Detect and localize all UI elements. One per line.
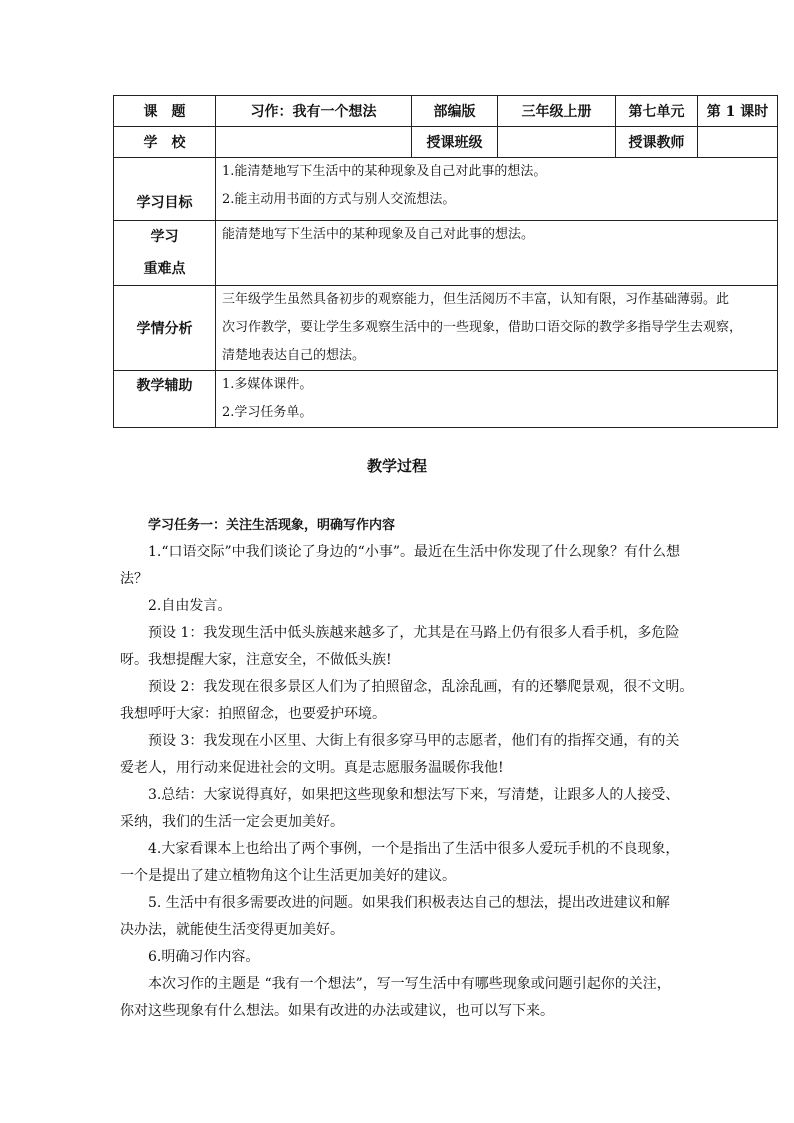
process-content — [120, 512, 694, 1025]
paragraph-line: 本次习作的主题是 “我有一个想法”，写一写生活中有哪些现象或问题引起你的关注， — [148, 976, 671, 992]
table-row — [114, 158, 778, 221]
school-value — [216, 127, 412, 158]
class-label: 授课班级 — [412, 127, 498, 158]
paragraph-line: 法？ — [120, 571, 148, 587]
grade: 三年级上册 — [498, 96, 616, 127]
table-row — [114, 127, 778, 158]
goal-item: 2.能主动用书面的方式与别人交流想法。 — [222, 192, 456, 207]
key-points-label-line2: 重难点 — [143, 261, 186, 277]
paragraph-line: 6.明确习作内容。 — [148, 949, 260, 965]
goals-label: 学习目标 — [114, 158, 216, 221]
process-lines — [120, 539, 694, 1025]
analysis-line: 清楚地表达自己的想法。 — [222, 348, 366, 363]
process-title: 教学过程 — [366, 457, 427, 475]
paragraph-line: 一个是提出了建立植物角这个让生活更加美好的建议。 — [120, 868, 456, 884]
paragraph-line: 2.自由发言。 — [148, 598, 232, 614]
paragraph-line: 爱老人，用行动来促进社会的文明。真是志愿服务温暖你我他! — [120, 760, 504, 776]
goal-item: 1.能清楚地写下生活中的某种现象及自己对此事的想法。 — [222, 164, 547, 179]
table-row — [114, 371, 778, 428]
paragraph-line: 1.“口语交际”中我们谈论了身边的“小事”。最近在生活中你发现了什么现象？有什么想 — [148, 544, 680, 560]
unit: 第七单元 — [616, 96, 698, 127]
paragraph-line: 预设 2：我发现在很多景区人们为了拍照留念，乱涂乱画，有的还攀爬景观，很不文明。 — [148, 679, 694, 695]
goals-cell — [216, 158, 778, 221]
topic-label: 课 题 — [114, 96, 216, 127]
analysis-cell — [216, 286, 778, 371]
task-heading: 学习任务一：关注生活现象，明确写作内容 — [148, 518, 396, 533]
paragraph-line: 4.大家看课本上也给出了两个事例，一个是指出了生活中很多人爱玩手机的不良现象， — [148, 841, 680, 857]
key-points-label — [114, 221, 216, 286]
aid-item: 2.学习任务单。 — [222, 405, 313, 420]
paragraph-line: 预设 1：我发现生活中低头族越来越多了，尤其是在马路上仍有很多人看手机，多危险 — [148, 625, 680, 641]
aids-cell — [216, 371, 778, 428]
paragraph-line: 我想呼吁大家：拍照留念，也要爱护环境。 — [120, 706, 386, 722]
table-row — [114, 221, 778, 286]
teacher-label: 授课教师 — [616, 127, 698, 158]
paragraph-line: 决办法，就能使生活变得更加美好。 — [120, 922, 344, 938]
paragraph-line: 你对这些现象有什么想法。如果有改进的办法或建议，也可以写下来。 — [120, 1003, 554, 1019]
aids-label: 教学辅助 — [114, 371, 216, 428]
paragraph-line: 预设 3：我发现在小区里、大街上有很多穿马甲的志愿者，他们有的指挥交通，有的关 — [148, 733, 680, 749]
lesson-title: 习作：我有一个想法 — [216, 96, 412, 127]
paragraph-line: 呀。我想提醒大家，注意安全，不做低头族! — [120, 652, 392, 668]
paragraph-line: 采纳，我们的生活一定会更加美好。 — [120, 814, 344, 830]
key-points-cell — [216, 221, 778, 286]
lesson-info-table — [113, 95, 778, 428]
period: 第 1 课时 — [698, 96, 778, 127]
class-value — [498, 127, 616, 158]
analysis-label: 学情分析 — [114, 286, 216, 371]
edition: 部编版 — [412, 96, 498, 127]
paragraph-line: 3.总结：大家说得真好，如果把这些现象和想法写下来，写清楚，让跟多人的人接受、 — [148, 787, 680, 803]
table-row — [114, 96, 778, 127]
paragraph-line: 5. 生活中有很多需要改进的问题。如果我们积极表达自己的想法，提出改进建议和解 — [148, 895, 670, 911]
school-label: 学 校 — [114, 127, 216, 158]
teacher-value — [698, 127, 778, 158]
aid-item: 1.多媒体课件。 — [222, 377, 313, 392]
analysis-line: 次习作教学，要让学生多观察生活中的一些现象，借助口语交际的教学多指导学生去观察， — [222, 320, 743, 335]
analysis-line: 三年级学生虽然具备初步的观察能力，但生活阅历不丰富，认知有限，习作基础薄弱。此 — [222, 292, 730, 307]
key-points-label-line1: 学习 — [150, 229, 179, 245]
key-points-text: 能清楚地写下生活中的某种现象及自己对此事的想法。 — [222, 227, 535, 242]
table-row — [114, 286, 778, 371]
